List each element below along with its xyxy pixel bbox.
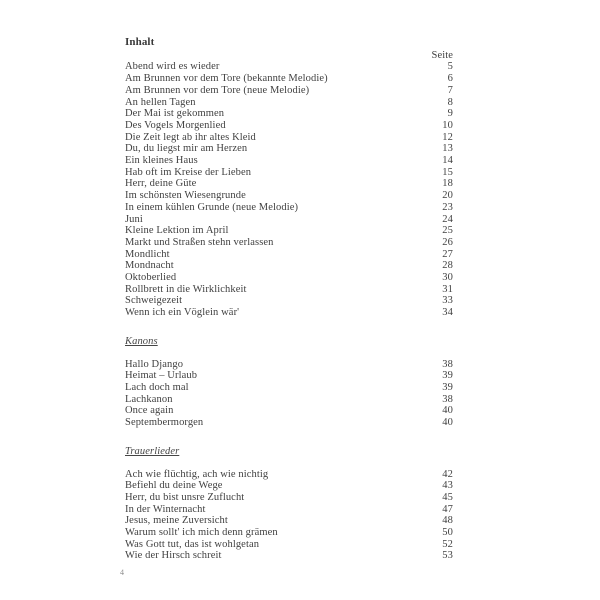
toc-row [125,539,453,551]
song-title: Lach doch mal [125,381,189,393]
toc-row [125,61,453,73]
song-title: In einem kühlen Grunde (neue Melodie) [125,201,299,213]
song-title: Befiehl du deine Wege [125,480,223,492]
toc-row [125,225,453,237]
song-title: Hab oft im Kreise der Lieben [125,166,252,178]
song-page-number: 31 [442,283,453,295]
song-title: Ach wie flüchtig, ach wie nichtig [125,468,269,480]
toc-row [125,527,453,539]
toc-row [125,295,453,307]
song-title: Once again [125,405,174,417]
toc-row [125,97,453,109]
table-of-contents [125,37,453,562]
song-title: Ein kleines Haus [125,155,198,167]
song-page-number: 12 [442,131,453,143]
song-page-number: 18 [442,178,453,190]
song-page-number: 45 [442,491,453,503]
toc-sections [125,61,453,562]
song-page-number: 34 [442,307,453,319]
song-title: Am Brunnen vor dem Tore (bekannte Melodie) [125,73,328,85]
section-heading: Trauerlieder [125,445,180,457]
song-page-number: 48 [442,515,453,527]
song-title: Im schönsten Wiesengrunde [125,190,246,202]
song-page-number: 38 [442,358,453,370]
toc-row [125,370,453,382]
song-title: Der Mai ist gekommen [125,108,225,120]
song-title: Mondnacht [125,260,174,272]
toc-row [125,272,453,284]
toc-row [125,143,453,155]
toc-row [125,120,453,132]
toc-row [125,178,453,190]
song-page-number: 13 [442,143,453,155]
toc-row [125,515,453,527]
song-title: Am Brunnen vor dem Tore (neue Melodie) [125,84,310,96]
toc-row [125,504,453,516]
song-title: Rollbrett in die Wirklichkeit [125,283,247,295]
toc-row [125,155,453,167]
song-page-number: 9 [447,108,453,120]
song-page-number: 15 [442,166,453,178]
song-page-number: 40 [442,417,453,429]
toc-row [125,249,453,261]
toc-row [125,73,453,85]
toc-row [125,132,453,144]
song-title: Septembermorgen [125,417,204,429]
song-title: Wenn ich ein Vöglein wär' [125,307,240,319]
song-page-number: 30 [442,272,453,284]
toc-row [125,167,453,179]
song-title: Heimat – Urlaub [125,370,198,382]
song-page-number: 47 [442,503,453,515]
song-title: In der Winternacht [125,503,206,515]
song-page-number: 20 [442,190,453,202]
song-page-number: 33 [442,295,453,307]
toc-row [125,307,453,319]
song-page-number: 23 [442,201,453,213]
song-title: Wie der Hirsch schreit [125,550,222,562]
song-title: Kleine Lektion im April [125,225,229,237]
song-title: Des Vogels Morgenlied [125,119,226,131]
song-title: Schweigezeit [125,295,183,307]
song-title: Lachkanon [125,393,173,405]
song-page-number: 40 [442,405,453,417]
song-title: Mondlicht [125,248,170,260]
song-title: Herr, du bist unsre Zuflucht [125,491,245,503]
song-title: Markt und Straßen stehn verlassen [125,236,274,248]
song-title: Hallo Django [125,358,184,370]
song-page-number: 14 [442,155,453,167]
song-title: Du, du liegst mir am Herzen [125,143,248,155]
toc-row [125,480,453,492]
section-heading: Kanons [125,335,158,347]
page-title: Inhalt [125,36,155,48]
song-page-number: 5 [447,61,453,73]
song-page-number: 39 [442,381,453,393]
toc-row [125,405,453,417]
song-page-number: 26 [442,236,453,248]
song-page-number: 53 [442,550,453,562]
song-title: Juni [125,213,143,225]
toc-row [125,550,453,562]
toc-row [125,202,453,214]
toc-row [125,108,453,120]
song-page-number: 25 [442,225,453,237]
song-page-number: 52 [442,538,453,550]
song-title: An hellen Tagen [125,96,196,108]
song-page-number: 27 [442,248,453,260]
toc-row [125,190,453,202]
song-title: Abend wird es wieder [125,61,220,73]
toc-row [125,260,453,272]
song-title: Oktoberlied [125,272,177,284]
song-page-number: 42 [442,468,453,480]
song-page-number: 24 [442,213,453,225]
toc-row [125,284,453,296]
song-title: Die Zeit legt ab ihr altes Kleid [125,131,256,143]
song-title: Jesus, meine Zuversicht [125,515,228,527]
song-title: Was Gott tut, das ist wohlgetan [125,538,260,550]
toc-row [125,214,453,226]
song-title: Warum sollt' ich mich denn grämen [125,527,278,539]
song-page-number: 10 [442,119,453,131]
toc-row [125,85,453,97]
song-page-number: 38 [442,393,453,405]
toc-row [125,417,453,429]
song-page-number: 8 [447,96,453,108]
song-page-number: 7 [447,84,453,96]
toc-row [125,394,453,406]
toc-row [125,469,453,481]
song-title: Herr, deine Güte [125,178,197,190]
song-page-number: 28 [442,260,453,272]
song-page-number: 50 [442,527,453,539]
song-page-number: 39 [442,370,453,382]
toc-row [125,492,453,504]
toc-row [125,359,453,371]
footer-page-number: 4 [120,568,124,577]
song-page-number: 43 [442,480,453,492]
page-column-header: Seite [431,49,453,61]
song-page-number: 6 [447,73,453,85]
toc-row [125,382,453,394]
toc-row [125,237,453,249]
